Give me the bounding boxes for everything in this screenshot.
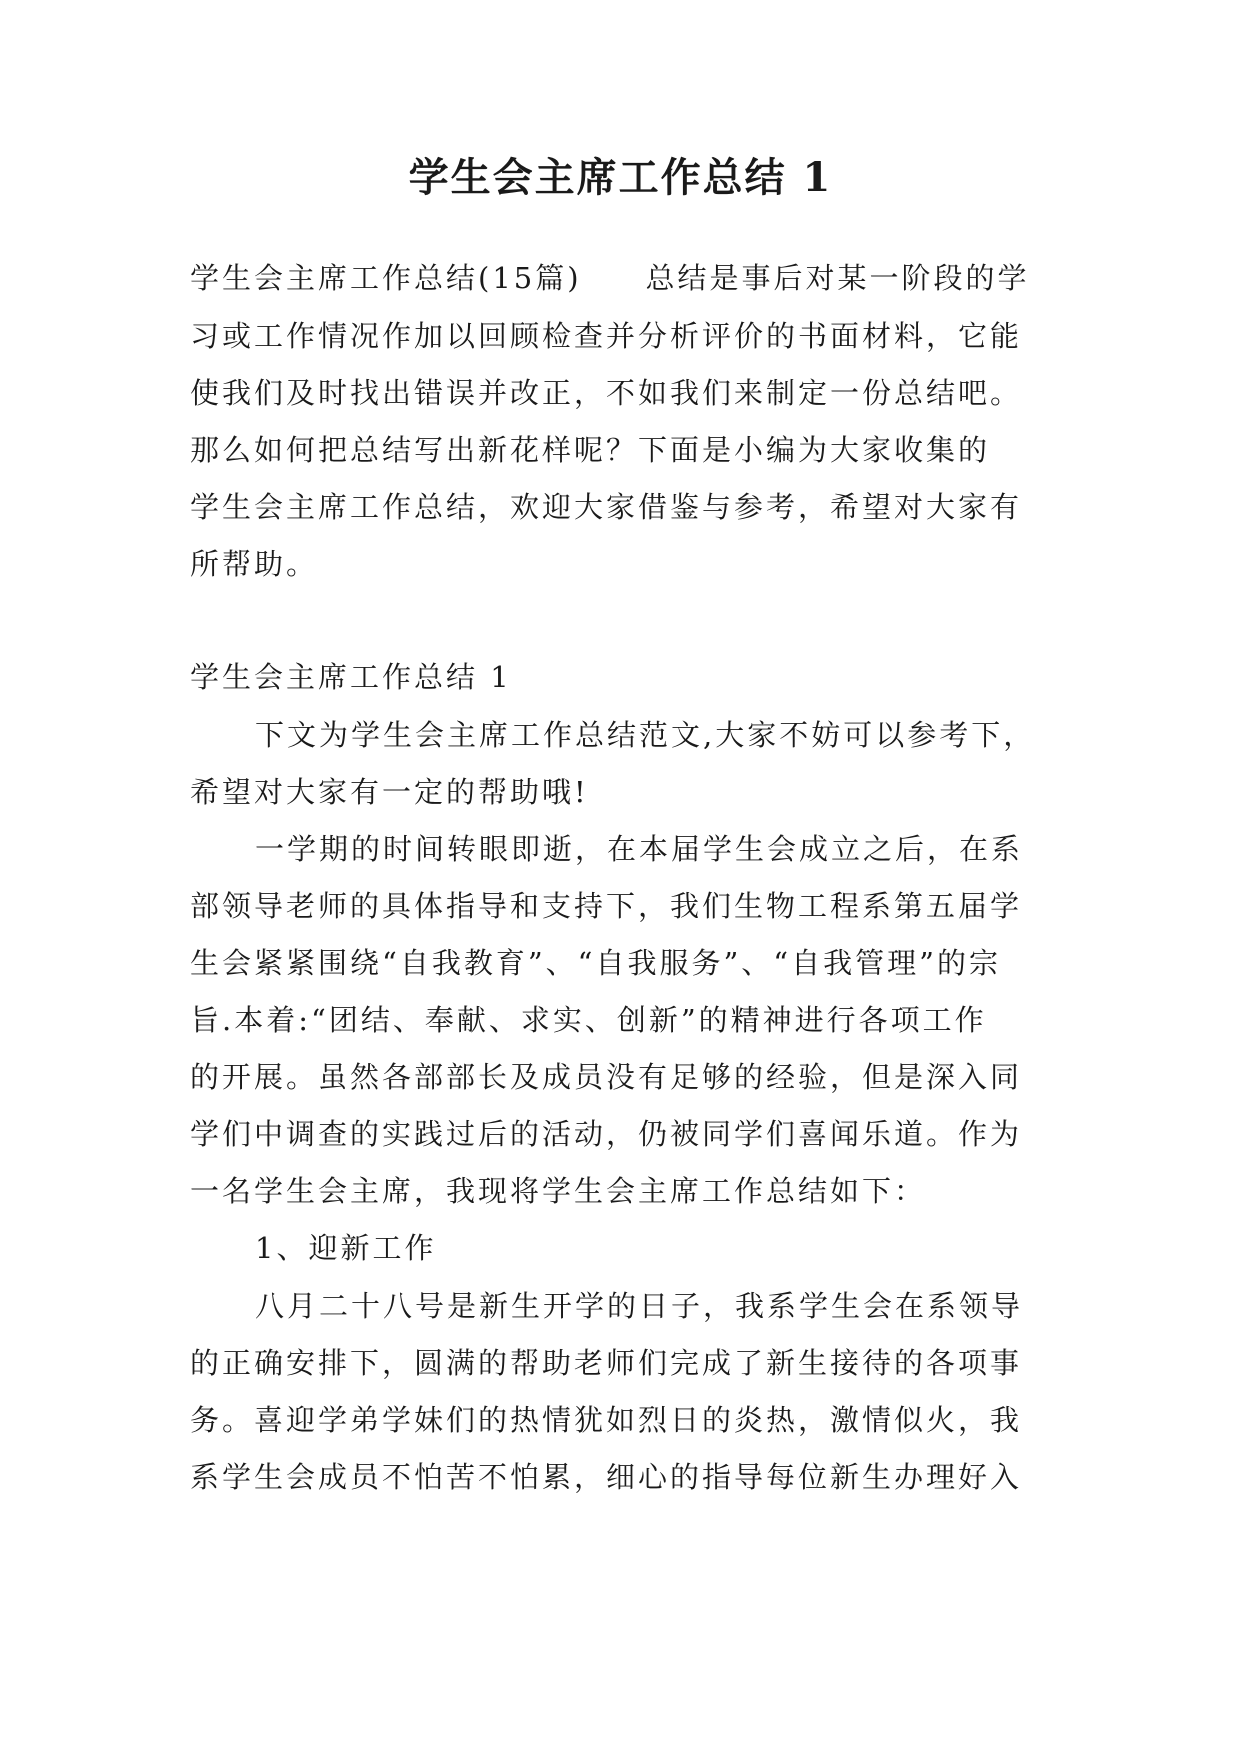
body-line-7: 的开展。虽然各部部长及成员没有足够的经验，但是深入同 (190, 1060, 1023, 1094)
subsection-heading: 1、迎新工作 (255, 1231, 437, 1265)
body-line-14: 系学生会成员不怕苦不怕累，细心的指导每位新生办理好入 (190, 1460, 1023, 1494)
body-line-1: 下文为学生会主席工作总结范文,大家不妨可以参考下， (255, 718, 1036, 752)
body-line-3: 一学期的时间转眼即逝，在本届学生会成立之后，在系 (255, 832, 1024, 866)
intro-line-5: 学生会主席工作总结，欢迎大家借鉴与参考，希望对大家有 (190, 490, 1023, 524)
intro-line-1: 学生会主席工作总结(15篇) 总结是事后对某一阶段的学 (190, 261, 1030, 295)
body-line-6: 旨.本着:“团结、奉献、求实、创新”的精神进行各项工作 (190, 1003, 987, 1037)
document-title: 学生会主席工作总结 1 (408, 154, 833, 201)
body-line-12: 的正确安排下，圆满的帮助老师们完成了新生接待的各项事 (190, 1346, 1023, 1380)
body-line-5: 生会紧紧围绕“自我教育”、“自我服务”、“自我管理”的宗 (190, 946, 1001, 980)
body-line-11: 八月二十八号是新生开学的日子，我系学生会在系领导 (255, 1289, 1024, 1323)
intro-line-3: 使我们及时找出错误并改正，不如我们来制定一份总结吧。 (190, 376, 1023, 410)
body-line-13: 务。喜迎学弟学妹们的热情犹如烈日的炎热，激情似火，我 (190, 1403, 1023, 1437)
body-line-4: 部领导老师的具体指导和支持下，我们生物工程系第五届学 (190, 889, 1023, 923)
body-line-9: 一名学生会主席，我现将学生会主席工作总结如下： (190, 1174, 927, 1208)
body-line-2: 希望对大家有一定的帮助哦! (190, 775, 589, 809)
section-heading: 学生会主席工作总结 1 (190, 660, 512, 694)
body-line-8: 学们中调查的实践过后的活动，仍被同学们喜闻乐道。作为 (190, 1117, 1023, 1151)
intro-line-2: 习或工作情况作加以回顾检查并分析评价的书面材料，它能 (190, 319, 1023, 353)
intro-line-6: 所帮助。 (190, 547, 319, 581)
intro-line-4: 那么如何把总结写出新花样呢？下面是小编为大家收集的 (190, 433, 991, 467)
